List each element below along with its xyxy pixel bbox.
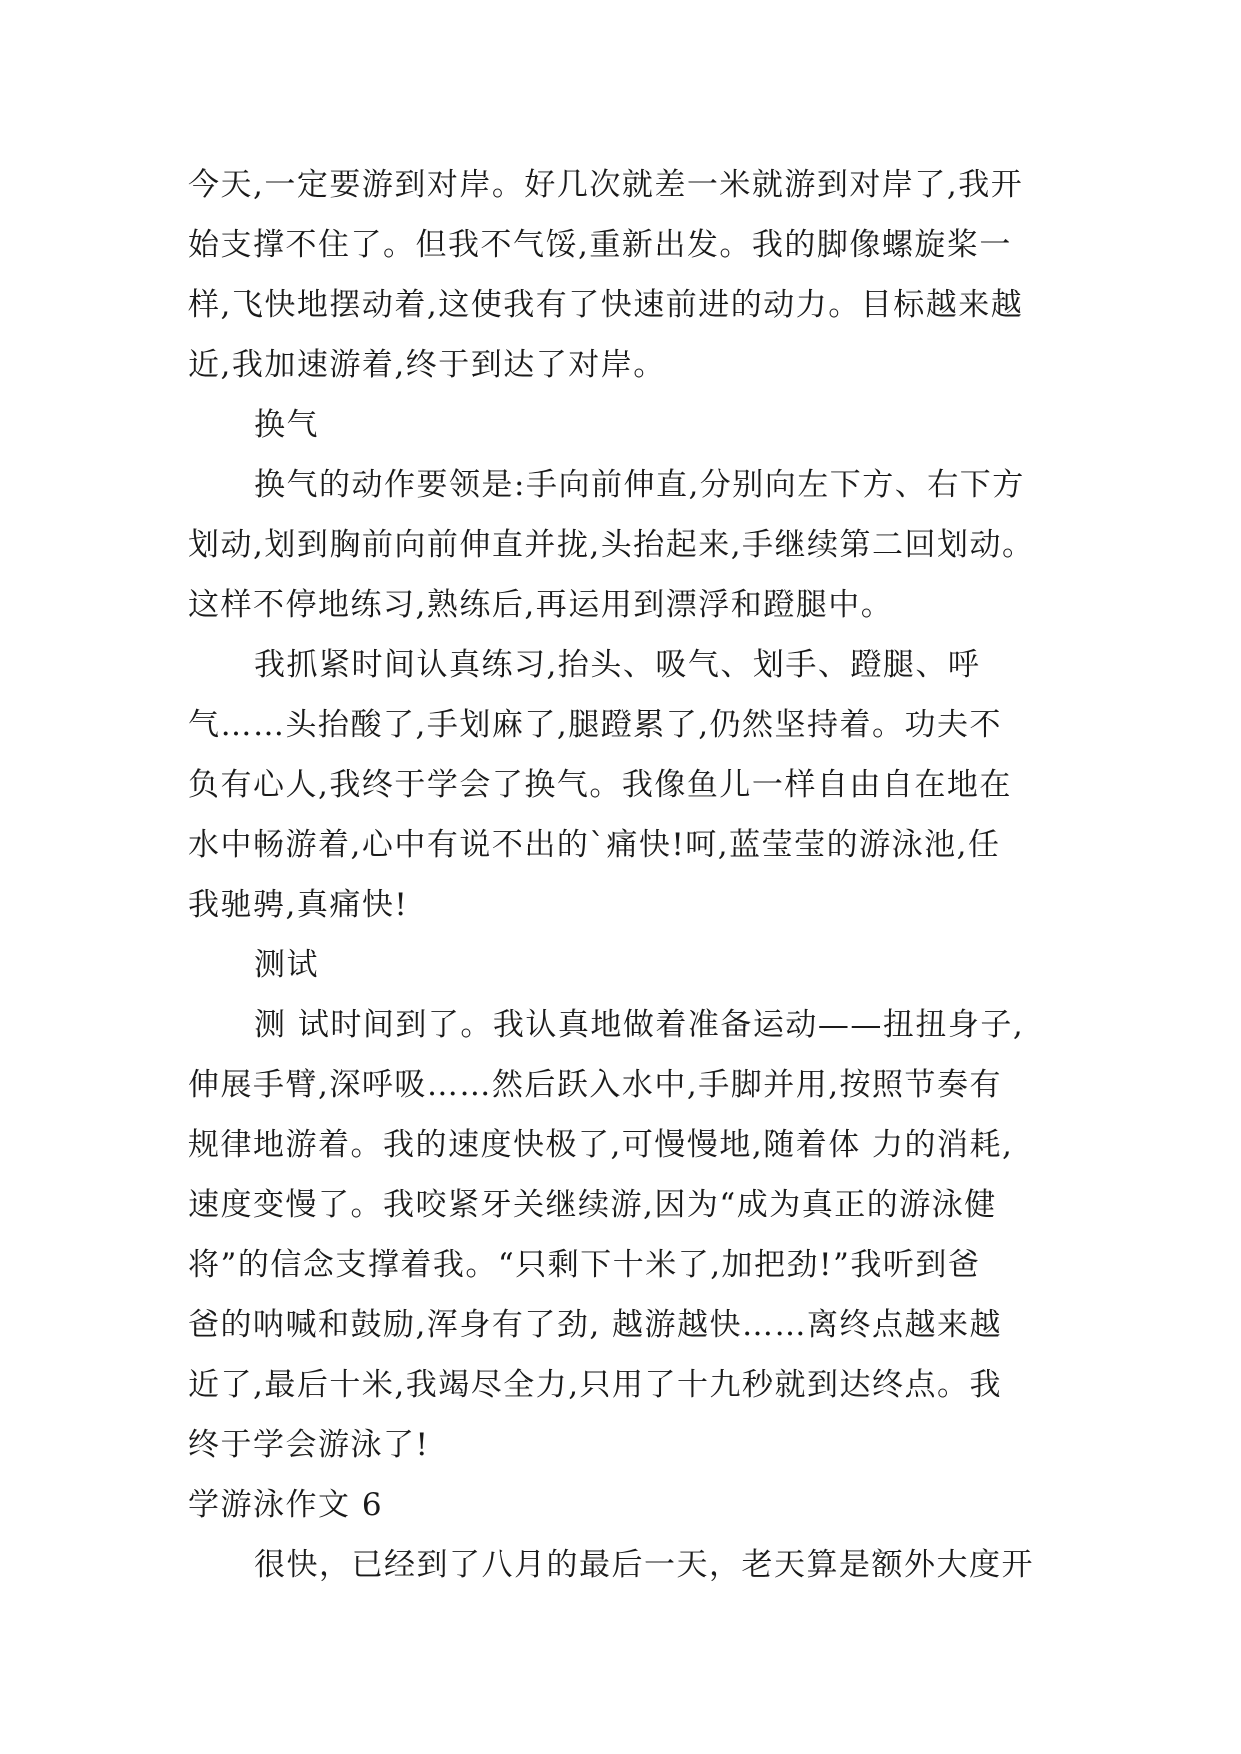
text-line: 我驰骋,真痛快! bbox=[188, 887, 409, 923]
text-line: 测 试时间到了。我认真地做着准备运动——扭扭身子, bbox=[254, 1007, 1025, 1043]
text-line: 很快，已经到了八月的最后一天，老天算是额外大度开 bbox=[254, 1547, 1034, 1583]
text-line: 将”的信念支撑着我。“只剩下十米了,加把劲!”我听到爸 bbox=[188, 1247, 981, 1283]
text-line: 我抓紧时间认真练习,抬头、吸气、划手、蹬腿、呼 bbox=[254, 647, 981, 683]
text-line: 爸的呐喊和鼓励,浑身有了劲, 越游越快……离终点越来越 bbox=[188, 1307, 1003, 1343]
text-line: 气……头抬酸了,手划麻了,腿蹬累了,仍然坚持着。功夫不 bbox=[188, 707, 1003, 743]
text-line: 水中畅游着,心中有说不出的`痛快!呵,蓝莹莹的游泳池,任 bbox=[188, 827, 1001, 863]
text-line: 换气的动作要领是:手向前伸直,分别向左下方、右下方 bbox=[254, 467, 1025, 503]
text-line: 近了,最后十米,我竭尽全力,只用了十九秒就到达终点。我 bbox=[188, 1367, 1003, 1403]
text-line: 近,我加速游着,终于到达了对岸。 bbox=[188, 347, 666, 383]
text-line: 伸展手臂,深呼吸……然后跃入水中,手脚并用,按照节奏有 bbox=[188, 1067, 1003, 1103]
text-line: 这样不停地练习,熟练后,再运用到漂浮和蹬腿中。 bbox=[188, 587, 894, 623]
document-page bbox=[188, 155, 1068, 1595]
text-line: 终于学会游泳了! bbox=[188, 1427, 430, 1463]
section-heading-huanqi: 换气 bbox=[254, 407, 319, 443]
text-line: 速度变慢了。我咬紧牙关继续游,因为“成为真正的游泳健 bbox=[188, 1187, 997, 1223]
text-line: 划动,划到胸前向前伸直并拢,头抬起来,手继续第二回划动。 bbox=[188, 527, 1035, 563]
text-line: 始支撑不住了。但我不气馁,重新出发。我的脚像螺旋桨一 bbox=[188, 227, 1012, 263]
text-line: 今天,一定要游到对岸。好几次就差一米就游到对岸了,我开 bbox=[188, 167, 1024, 203]
text-line: 负有心人,我终于学会了换气。我像鱼儿一样自由自在地在 bbox=[188, 767, 1012, 803]
text-line: 样,飞快地摆动着,这使我有了快速前进的动力。目标越来越 bbox=[188, 287, 1024, 323]
text-line: 规律地游着。我的速度快极了,可慢慢地,随着体 力的消耗, bbox=[188, 1127, 1014, 1163]
section-heading-ceshi: 测试 bbox=[254, 947, 319, 983]
essay-title: 学游泳作文 6 bbox=[188, 1487, 384, 1523]
